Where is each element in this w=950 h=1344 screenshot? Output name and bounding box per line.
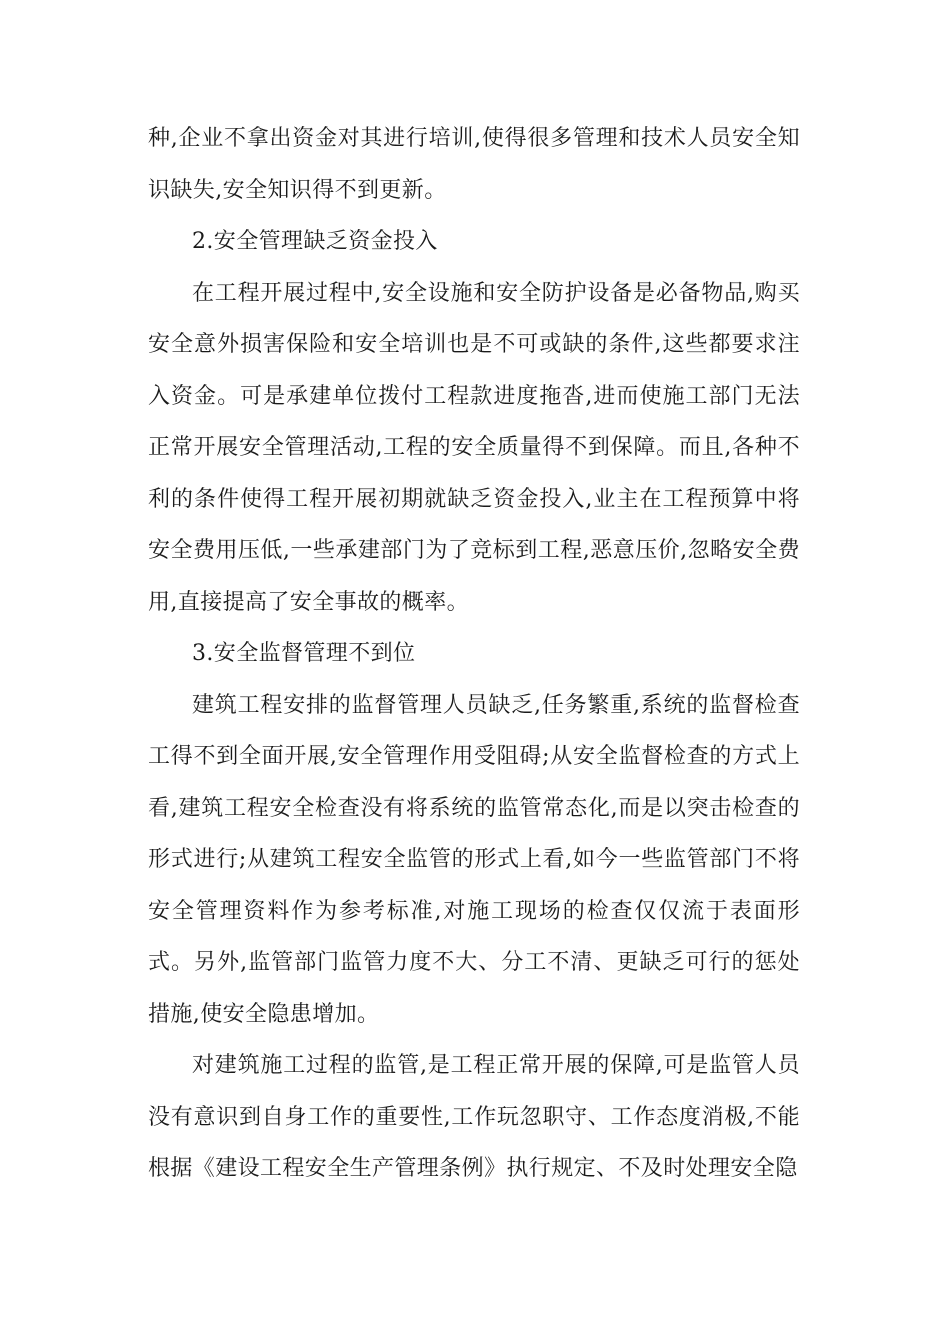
paragraph-oversight: 对建筑施工过程的监管,是工程正常开展的保障,可是监管人员没有意识到自身工作的重要性,工作玩忽职守、工作态度消极,不能根据《建设工程安全生产管理条例》执行规定、不及时处理安全隐 — [148, 1053, 800, 1181]
paragraph-funding: 在工程开展过程中,安全设施和安全防护设备是必备物品,购买安全意外损害保险和安全培训也是不可或缺的条件,这些都要求注入资金。可是承建单位拨付工程款进度拖沓,进而使施工部门无法正常开展安全管理活动,工程的安全质量得不到保障。而且,各种不利的条件使得工程开展初期就缺乏资金投入,业主在工程预算中将安全费用压低,一些承建部门为了竞标到工程,恶意压价,忽略安全费用,直接提高了安全事故的概率。 — [148, 280, 800, 615]
paragraph-continuation: 种,企业不拿出资金对其进行培训,使得很多管理和技术人员安全知识缺失,安全知识得不到更新。 — [148, 126, 800, 203]
section-heading-supervision: 3.安全监督管理不到位 — [192, 641, 416, 666]
section-heading-funding: 2.安全管理缺乏资金投入 — [192, 229, 438, 254]
paragraph-supervision: 建筑工程安排的监督管理人员缺乏,任务繁重,系统的监督检查工得不到全面开展,安全管理作用受阻碍;从安全监督检查的方式上看,建筑工程安全检查没有将系统的监管常态化,而是以突击检查的形式进行;从建筑工程安全监管的形式上看,如今一些监管部门不将安全管理资料作为参考标准,对施工现场的检查仅仅流于表面形式。另外,监管部门监管力度不大、分工不清、更缺乏可行的惩处措施,使安全隐患增加。 — [148, 692, 800, 1027]
document-body — [148, 113, 800, 1195]
